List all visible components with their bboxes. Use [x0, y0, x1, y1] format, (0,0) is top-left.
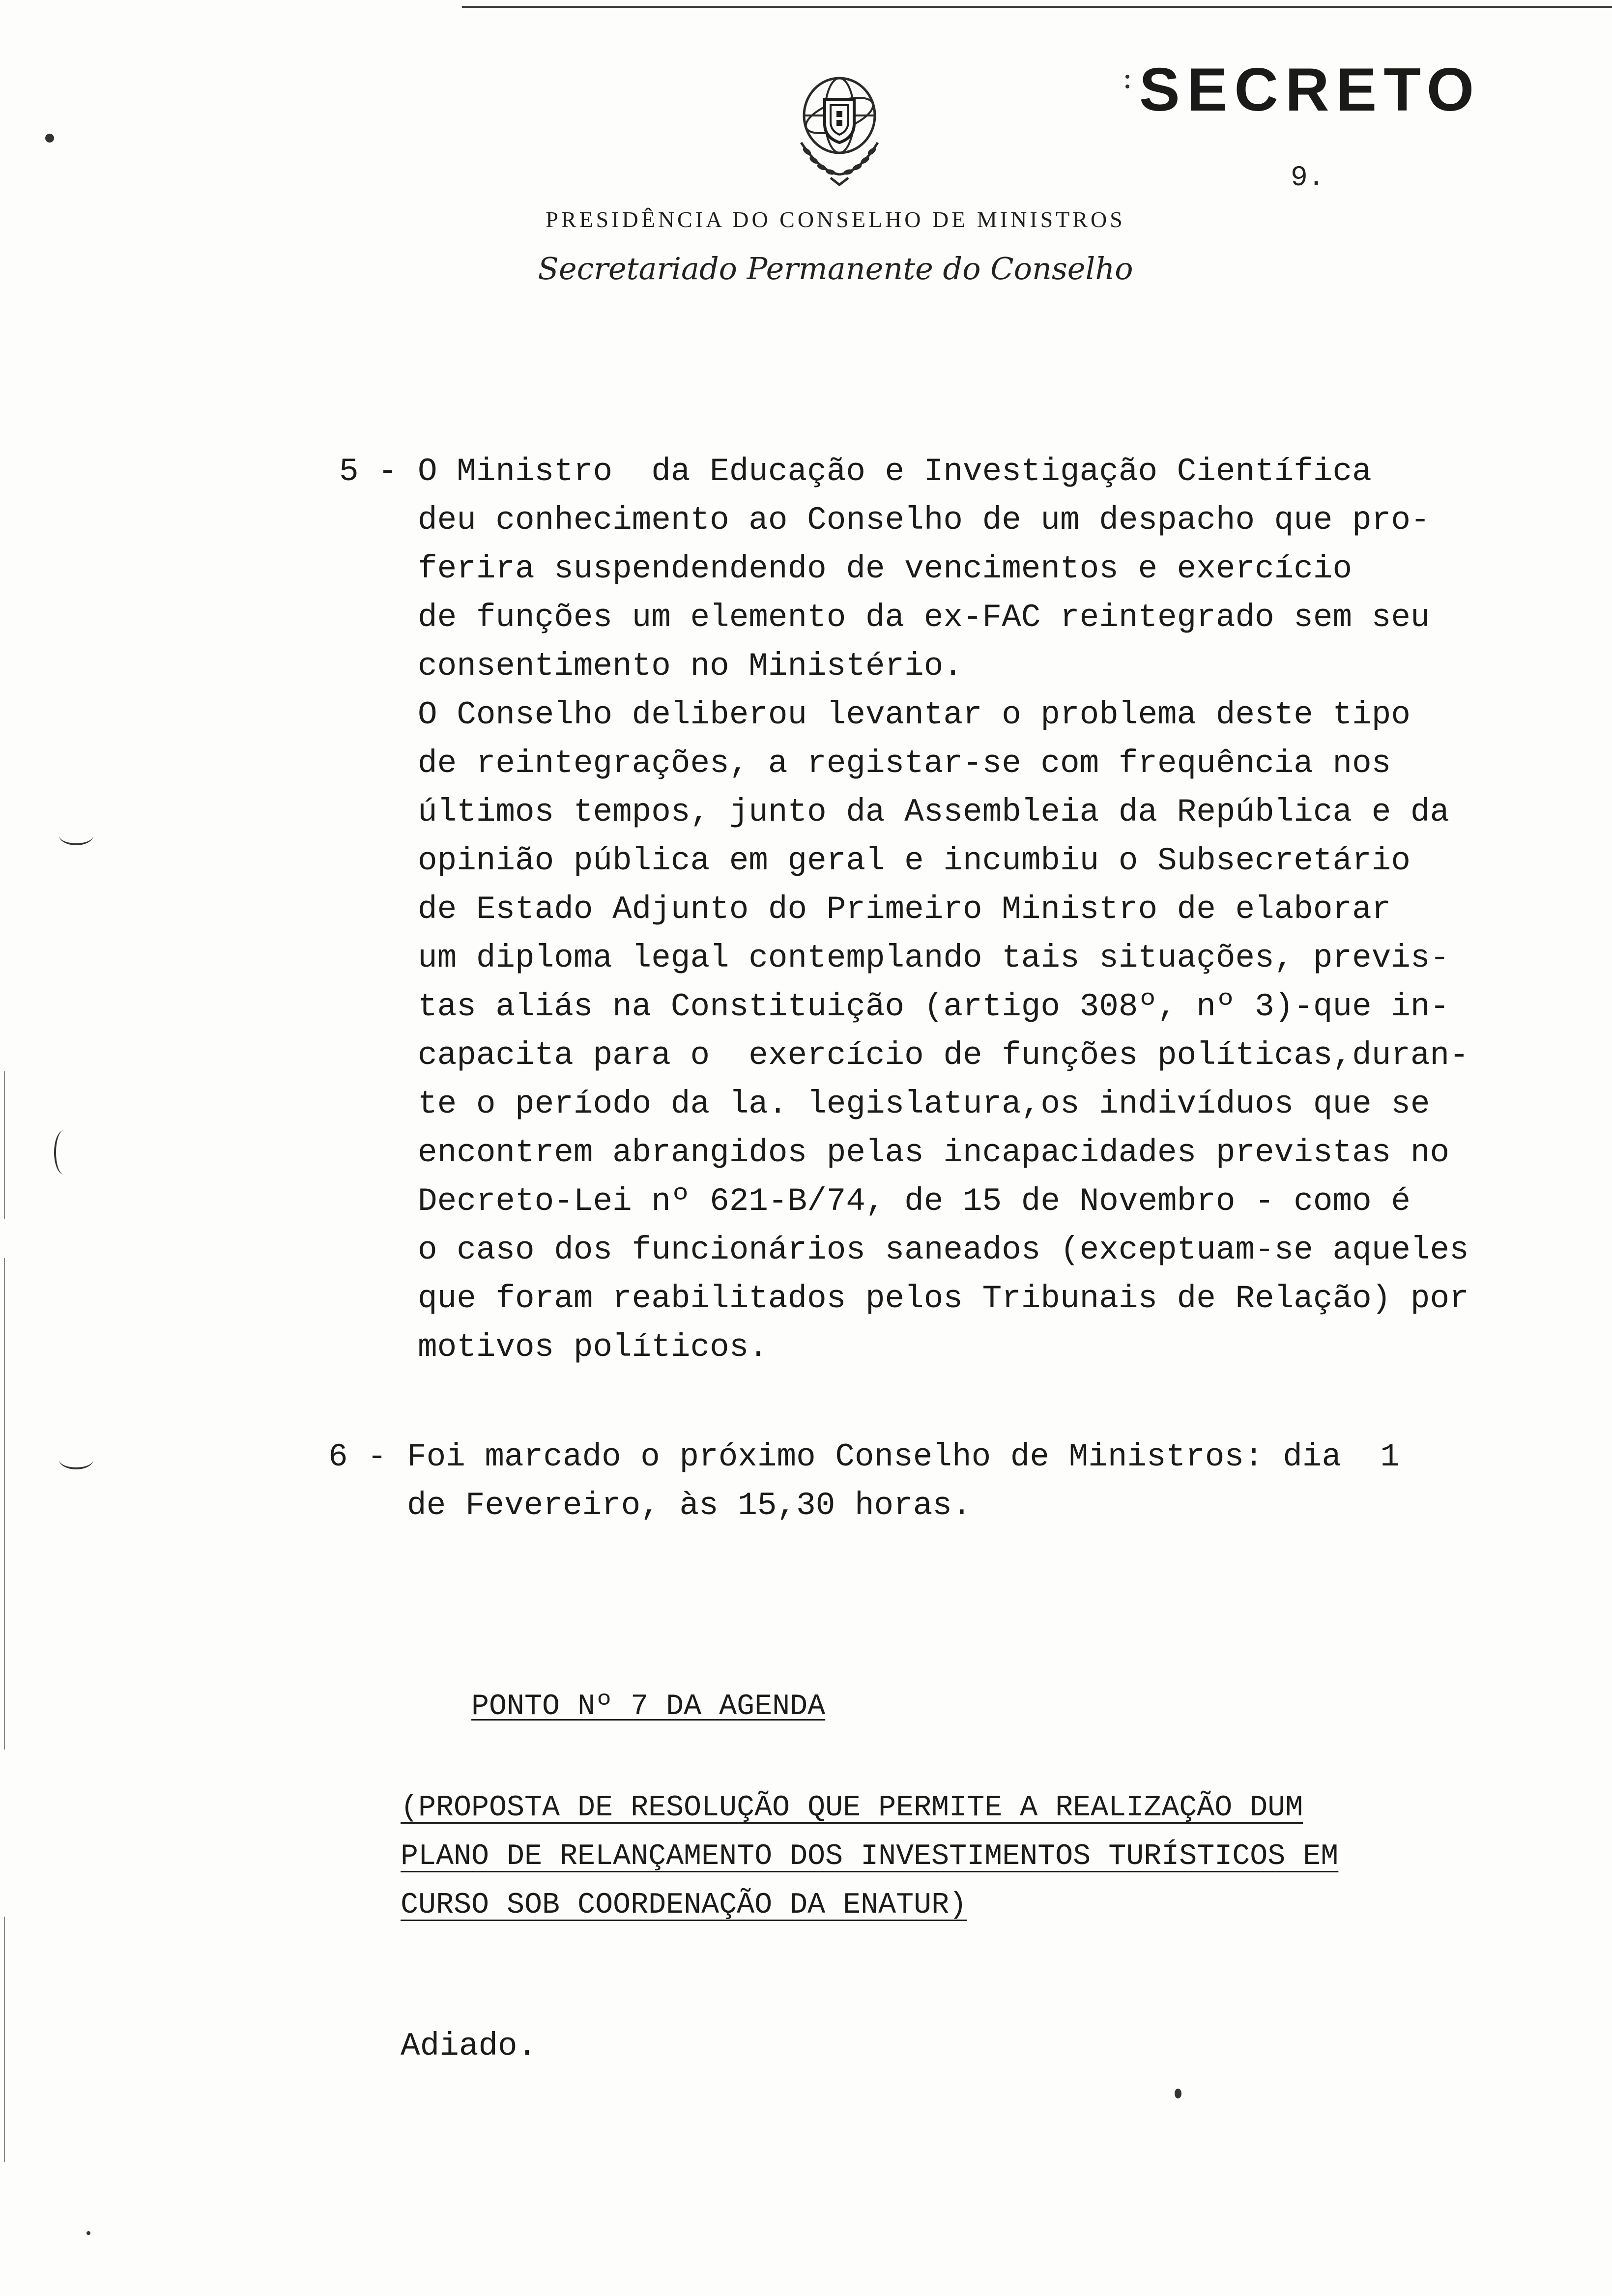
text-line: de Fevereiro, às 15,30 horas. — [407, 1487, 972, 1524]
scan-margin-line — [4, 1917, 5, 2162]
text-line: consentimento no Ministério. — [418, 648, 963, 685]
proposal-line-text: PLANO DE RELANÇAMENTO DOS INVESTIMENTOS TURÍSTICOS EM — [401, 1840, 1339, 1873]
item-number: 5 - — [339, 453, 398, 490]
text-line: O Conselho deliberou levantar o problema deste tipo — [418, 696, 1410, 733]
text-line: um diploma legal contemplando tais situações, previs- — [418, 940, 1450, 976]
text-line: o caso dos funcionários saneados (exceptuam-se aqueles — [418, 1232, 1469, 1268]
scan-speck — [1175, 2089, 1181, 2098]
punch-hole-mark — [54, 1130, 74, 1175]
text-line: motivos políticos. — [418, 1329, 768, 1366]
text-line: de reintegrações, a registar-se com frequência nos — [418, 745, 1391, 782]
scan-speck — [1125, 75, 1129, 79]
text-line: deu conhecimento ao Conselho de um despacho que pro- — [418, 502, 1430, 539]
item-text — [407, 1433, 1612, 1530]
text-line: te o período da la. legislatura,os indivíduos que se — [418, 1086, 1430, 1122]
text-line: Decreto-Lei nº 621-B/74, de 15 de Novembro - como é — [418, 1183, 1410, 1220]
item-number: 6 - — [328, 1438, 387, 1475]
scan-speck — [45, 134, 54, 143]
coat-of-arms-icon — [781, 69, 899, 192]
scan-top-rule — [462, 6, 1612, 8]
institution-name: PRESIDÊNCIA DO CONSELHO DE MINISTROS — [546, 207, 1125, 232]
coat-of-arms-emblem — [781, 69, 899, 192]
scan-margin-line — [4, 1071, 5, 1219]
item-text — [418, 447, 1612, 1372]
page-number: 9. — [1291, 162, 1325, 194]
department-name: Secretariado Permanente do Conselho — [538, 251, 1133, 287]
text-line: ferira suspendendendo de vencimentos e exercício — [418, 550, 1353, 587]
proposal-line-text: (PROPOSTA DE RESOLUÇÃO QUE PERMITE A REALIZAÇÃO DUM — [401, 1791, 1303, 1825]
text-line: opinião pública em geral e incumbiu o Subsecretário — [418, 842, 1410, 879]
scan-speck — [86, 2231, 90, 2235]
agenda-proposal — [401, 1784, 1338, 1930]
text-line: últimos tempos, junto da Assembleia da República e da — [418, 794, 1450, 831]
text-line: de funções um elemento da ex-FAC reintegrado sem seu — [418, 599, 1430, 636]
text-line: capacita para o exercício de funções políticas,duran- — [418, 1037, 1469, 1074]
agenda-point-title-text: PONTO Nº 7 DA AGENDA — [471, 1690, 826, 1723]
agenda-outcome: Adiado. — [401, 2028, 537, 2065]
text-line: encontrem abrangidos pelas incapacidades previstas no — [418, 1134, 1450, 1171]
punch-hole-mark — [59, 826, 93, 845]
text-line: tas aliás na Constituição (artigo 308º, nº 3)-que in- — [418, 988, 1450, 1025]
text-line: O Ministro da Educação e Investigação Científica — [418, 453, 1372, 490]
text-line: Foi marcado o próximo Conselho de Ministros: dia 1 — [407, 1438, 1400, 1475]
text-line: que foram reabilitados pelos Tribunais de Relação) por — [418, 1280, 1469, 1317]
text-line: de Estado Adjunto do Primeiro Ministro de elaborar — [418, 891, 1391, 928]
proposal-line — [401, 1833, 1338, 1881]
proposal-line-text: CURSO SOB COORDENAÇÃO DA ENATUR) — [401, 1889, 967, 1922]
scan-margin-line — [4, 1258, 5, 1750]
agenda-point-title — [401, 1634, 825, 1780]
scan-speck — [1125, 85, 1129, 88]
punch-hole-mark — [59, 1450, 93, 1469]
proposal-line — [401, 1784, 1338, 1833]
classification-stamp: SECRETO — [1139, 56, 1481, 124]
proposal-line — [401, 1881, 1338, 1930]
